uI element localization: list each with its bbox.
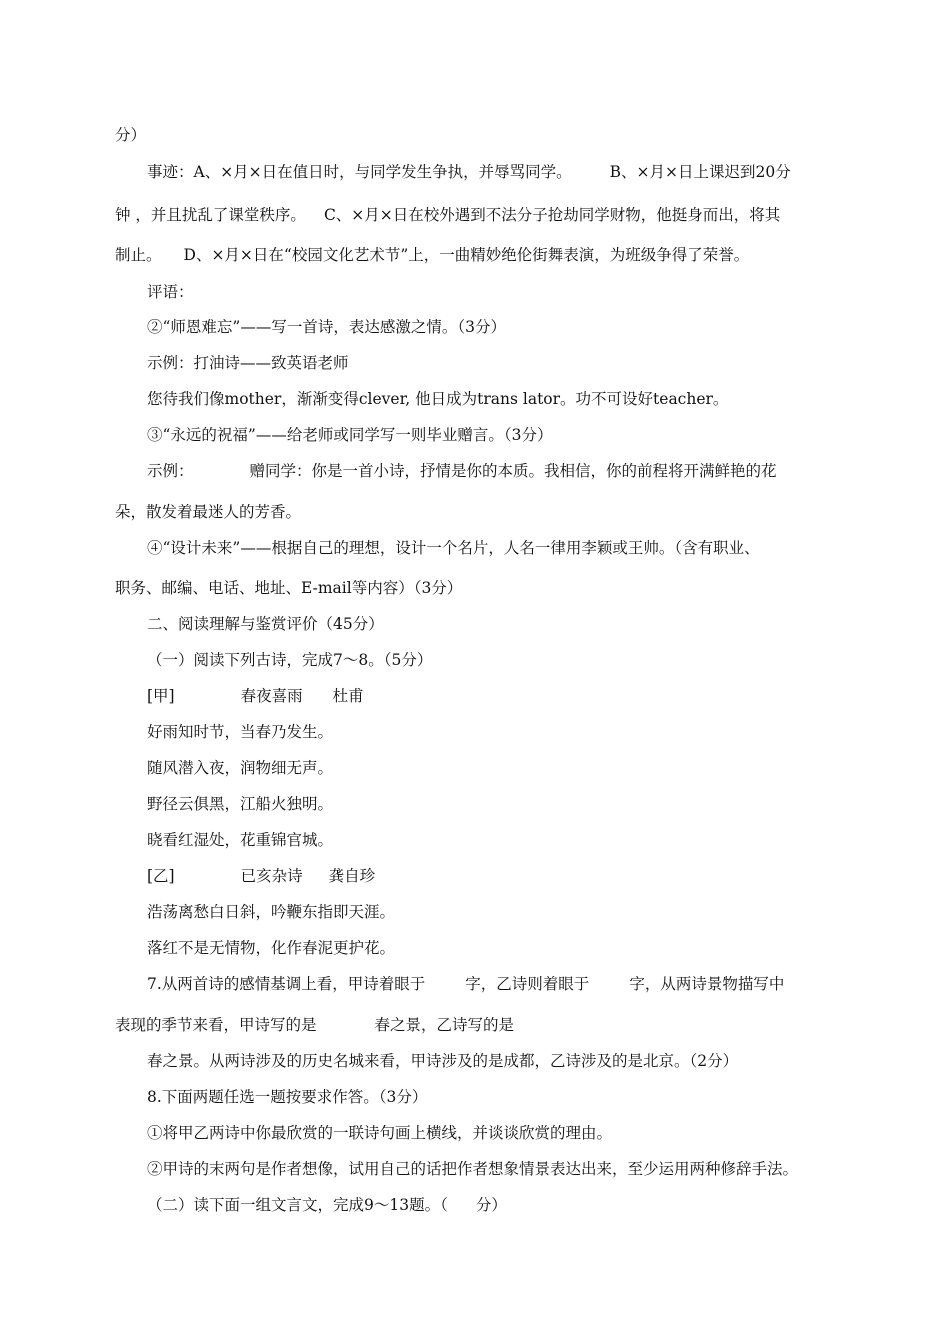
- text-line: 分）: [115, 126, 147, 144]
- text-segment: 春之景，乙诗写的是: [374, 1016, 515, 1034]
- text-line: [147, 162, 791, 182]
- text-line: ①将甲乙两诗中你最欣赏的一联诗句画上横线，并谈谈欣赏的理由。: [147, 1124, 613, 1142]
- text-segment: 事迹：A、×月×日在值日时，与同学发生争执，并辱骂同学。: [147, 163, 572, 181]
- text-line: 二、阅读理解与鉴赏评价（45分）: [147, 615, 384, 633]
- text-segment: 分）: [475, 1196, 507, 1214]
- text-segment: 7.从两首诗的感情基调上看，甲诗着眼于: [147, 975, 426, 993]
- text-line: [147, 1195, 507, 1215]
- text-line: 落红不是无情物，化作春泥更护花。: [147, 939, 396, 957]
- text-line: （一）阅读下列古诗，完成7～8。（5分）: [147, 651, 433, 669]
- text-line: 评语：: [147, 283, 194, 301]
- text-segment: 钟 ，并且扰乱了课堂秩序。: [115, 206, 306, 224]
- text-line: 好雨知时节，当春乃发生。: [147, 723, 334, 741]
- text-segment: （二）读下面一组文言文，完成9～13题。（: [147, 1196, 448, 1214]
- text-line: 野径云俱黑，江船火独明。: [147, 795, 334, 813]
- text-segment: 表现的季节来看，甲诗写的是: [115, 1016, 317, 1034]
- text-line: ④“设计未来”——根据自己的理想，设计一个名片，人名一律用李颖或王帅。（含有职业、: [147, 539, 760, 557]
- text-line: 8.下面两题任选一题按要求作答。（3分）: [147, 1088, 428, 1106]
- text-line: [147, 974, 784, 994]
- text-line: [147, 686, 364, 706]
- text-segment: D、×月×日在“校园文化艺术节”上，一曲精妙绝伦街舞表演，为班级争得了荣誉。: [183, 246, 750, 264]
- text-line: [115, 245, 749, 265]
- text-segment: [甲]: [147, 687, 175, 705]
- text-line: [147, 461, 777, 481]
- text-segment: 制止。: [115, 246, 162, 264]
- text-line: 您待我们像mother，渐渐变得clever, 他日成为trans lator。功不可设好teacher。: [147, 390, 729, 408]
- text-segment: 字，从两诗景物描写中: [629, 975, 785, 993]
- text-line: ③“永远的祝福”——给老师或同学写一则毕业赠言。（3分）: [147, 426, 553, 444]
- text-line: [115, 205, 780, 225]
- text-segment: 示例：: [147, 462, 194, 480]
- text-segment: 字，乙诗则着眼于: [465, 975, 590, 993]
- text-segment: C、×月×日在校外遇到不法分子抢劫同学财物，他挺身而出，将其: [323, 206, 781, 224]
- text-line: 浩荡离愁白日斜，吟鞭东指即天涯。: [147, 903, 396, 921]
- text-line: ②“师恩难忘”——写一首诗，表达感激之情。（3分）: [147, 318, 506, 336]
- text-segment: B、×月×日上课迟到20分: [609, 163, 791, 181]
- text-line: 随风潜入夜，润物细无声。: [147, 759, 334, 777]
- text-line: 晓看红湿处，花重锦官城。: [147, 831, 334, 849]
- text-line: [147, 866, 375, 886]
- text-line: 示例：打油诗——致英语老师: [147, 354, 349, 372]
- text-segment: 春夜喜雨: [240, 687, 303, 705]
- text-segment: [乙]: [147, 867, 175, 885]
- text-segment: 龚自珍: [328, 867, 376, 885]
- text-segment: 已亥杂诗: [240, 867, 303, 885]
- text-line: [115, 1015, 514, 1035]
- text-line: 朵，散发着最迷人的芳香。: [115, 503, 302, 521]
- text-line: 职务、邮编、电话、地址、E-mail等内容）（3分）: [115, 579, 463, 597]
- text-line: ②甲诗的末两句是作者想像，试用自己的话把作者想象情景表达出来，至少运用两种修辞手法。: [147, 1160, 799, 1178]
- text-segment: 杜甫: [332, 687, 364, 705]
- text-line: 春之景。从两诗涉及的历史名城来看，甲诗涉及的是成都，乙诗涉及的是北京。（2分）: [147, 1052, 739, 1070]
- text-segment: 赠同学：你是一首小诗，抒情是你的本质。我相信，你的前程将开满鲜艳的花: [249, 462, 777, 480]
